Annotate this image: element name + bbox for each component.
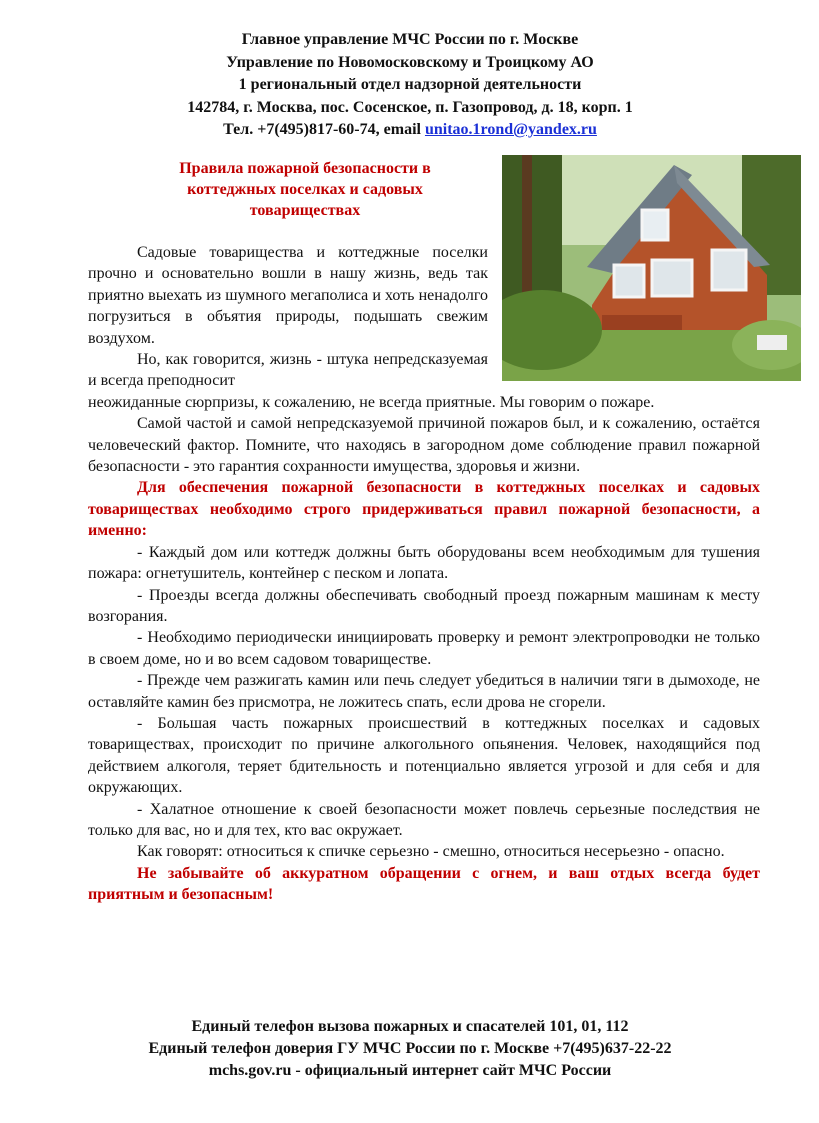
title-line: коттеджных поселках и садовых — [187, 181, 423, 198]
paragraph-intro: Садовые товарищества и коттеджные поселки прочно и основательно вошли в нашу жизнь, ведь так приятно выехать из шумного мегаполиса и хоть ненадолго погрузиться в объятия природы, подышать свежим воздухом. — [88, 244, 488, 347]
header-line-department: Управление по Новомосковскому и Троицкому АО — [226, 53, 594, 71]
list-item-negligence: - Халатное отношение к своей безопасности может повлечь серьезные последствия не только для вас, но и для тех, кто вас окружает. — [88, 800, 760, 839]
footer-block — [60, 1016, 760, 1082]
paragraph-closing-warning: Не забывайте об аккуратном обращении с огнем, и ваш отдых всегда будет приятным и безопасным! — [88, 864, 760, 904]
article-title — [130, 158, 480, 221]
header-block — [60, 29, 760, 142]
header-line-address: 142784, г. Москва, пос. Сосенское, п. Газопровод, д. 18, корп. 1 — [187, 98, 633, 116]
footer-emergency-phone: Единый телефон вызова пожарных и спасателей 101, 01, 112 — [191, 1018, 629, 1035]
paragraph-surprises-start: Но, как говорится, жизнь - штука непредсказуемая и всегда преподносит — [88, 351, 488, 390]
list-item-access-roads: - Проезды всегда должны обеспечивать свободный проезд пожарным машинам к месту возгорания. — [88, 586, 760, 625]
list-item-equipment: - Каждый дом или коттедж должны быть оборудованы всем необходимым для тушения пожара: огнетушитель, контейнер с песком и лопата. — [88, 543, 760, 583]
article-body — [88, 242, 760, 906]
list-item-wiring: - Необходимо периодически инициировать проверку и ремонт электропроводки не только в своем доме, но и во всем садовом товариществе. — [88, 629, 760, 668]
footer-website: mchs.gov.ru - официальный интернет сайт МЧС России — [208, 1062, 612, 1079]
header-line-org: Главное управление МЧС России по г. Москве — [241, 31, 579, 48]
footer-trust-phone: Единый телефон доверия ГУ МЧС России по г. Москве +7(495)637-22-22 — [148, 1040, 672, 1057]
list-item-alcohol: - Большая часть пожарных происшествий в коттеджных поселках и садовых товариществах, происходит по причине алкогольного опьянения. Человек, находящийся под действием алкоголя, теряет бдительность и потенциально является угрозой и для себя и для окружающих. — [88, 714, 760, 797]
paragraph-rules-intro: Для обеспечения пожарной безопасности в коттеджных поселках и садовых товариществах необходимо строго придерживаться правил пожарной безопасности, а именно: — [88, 479, 760, 540]
header-line-division: 1 региональный отдел надзорной деятельности — [238, 76, 582, 93]
title-line: Правила пожарной безопасности в — [179, 160, 431, 177]
header-line-contacts — [60, 119, 760, 142]
email-link[interactable]: unitao.1rond@yandex.ru — [424, 121, 597, 138]
paragraph-surprises-end: неожиданные сюрпризы, к сожалению, не всегда приятные. Мы говорим о пожаре. — [88, 393, 655, 411]
phone-text: Тел. +7(495)817-60-74, email — [223, 121, 425, 138]
title-line: товариществах — [249, 202, 361, 219]
paragraph-human-factor: Самой частой и самой непредсказуемой причиной пожаров был, и к сожалению, остаётся человеческий фактор. Помните, что находясь в загородном доме соблюдение правил пожарной безопасности - это гарантия сохранности имущества, здоровья и жизни. — [88, 415, 760, 476]
paragraph-saying: Как говорят: относиться к спичке серьезно - смешно, относиться несерьезно - опасно. — [137, 843, 725, 861]
list-item-fireplace: - Прежде чем разжигать камин или печь следует убедиться в наличии тяги в дымоходе, не оставляйте камин без присмотра, не ложитесь спать, если дрова не сгорели. — [88, 672, 760, 711]
